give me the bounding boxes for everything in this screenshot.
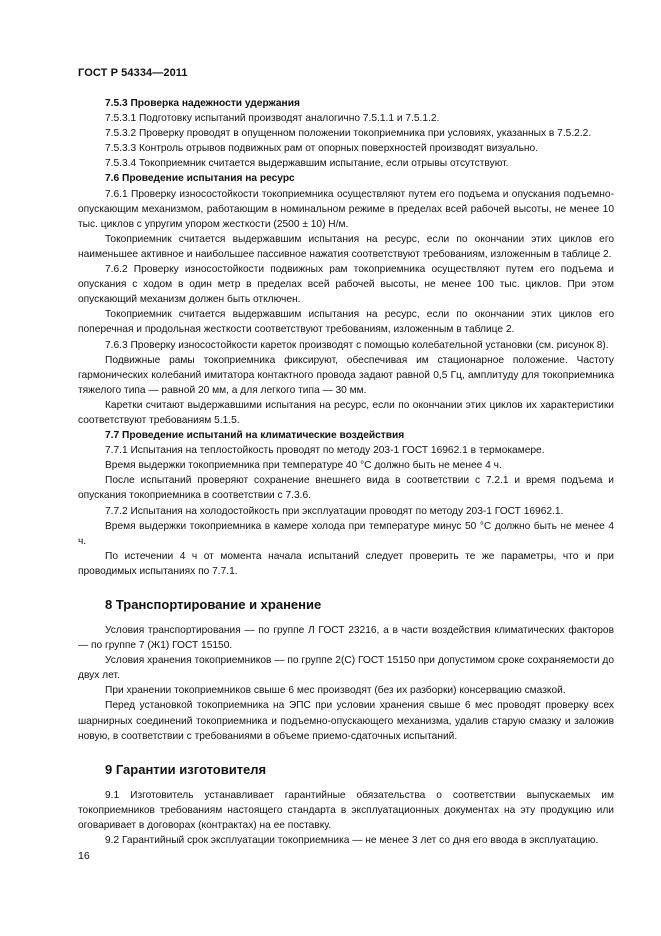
paragraph: Перед установкой токоприемника на ЭПС при условии хранения свыше 6 мес проводят проверку всех шарнирных соединений токоприемника и подъемно-опускающего механизма, удалив старую смазку и заложив новую, в соответствии с требованиями в объеме приемо-сдаточных испытаний. <box>78 700 614 742</box>
paragraph: 7.7.1 Испытания на теплостойкость проводят по методу 203-1 ГОСТ 16962.1 в термокамере. <box>105 445 545 457</box>
section-heading: 8 Транспортирование и хранение <box>105 597 322 612</box>
paragraph: Время выдержки токоприемника при температуре 40 °С должно быть не менее 4 ч. <box>105 460 502 472</box>
subsection-heading: 7.6 Проведение испытания на ресурс <box>105 173 295 185</box>
document-header: ГОСТ Р 54334—2011 <box>78 67 188 79</box>
paragraph: Токоприемник считается выдержавшим испытания на ресурс, если по окончании этих циклов его наименьшее активное и наибольшее пассивное нажатия соответствуют требованиям, изложенным в таблице 2. <box>78 233 614 260</box>
paragraph: 9.2 Гарантийный срок эксплуатации токоприемника — не менее 3 лет со дня его ввода в эксплуатацию. <box>105 835 599 847</box>
paragraph: 7.6.2 Проверку износостойкости подвижных рам токоприемника осуществляют путем его подъема и опускания с ходом в один метр в пределах всей рабочей высоты, не менее 100 тыс. циклов. При этом опускающий механизм должен быть отключен. <box>78 264 614 306</box>
paragraph: 9.1 Изготовитель устанавливает гарантийные обязательства о соответствии выпускаемых им токоприемников требованиям настоящего стандарта в эксплуатационных документах на эту продукцию или оговаривает в договорах (контрактах) на ее поставку. <box>78 789 614 831</box>
paragraph: При хранении токоприемников свыше 6 мес производят (без их разборки) консервацию смазкой. <box>105 685 566 697</box>
paragraph: 7.5.3.2 Проверку проводят в опущенном положении токоприемника при условиях, указанных в 7.5.2.2. <box>105 128 592 140</box>
subsection-heading: 7.5.3 Проверка надежности удержания <box>105 98 300 109</box>
paragraph: По истечении 4 ч от момента начала испытаний следует проверить те же параметры, что и при проводимых испытаниях по 7.7.1. <box>78 550 614 577</box>
paragraph: После испытаний проверяют сохранение внешнего вида в соответствии с 7.2.1 и время подъема и опускания токоприемника в соответствии с 7.3.6. <box>78 475 614 502</box>
section-heading: 9 Гарантии изготовителя <box>105 761 267 777</box>
paragraph: 7.5.3.3 Контроль отрывов подвижных рам от опорных поверхностей производят визуально. <box>105 143 539 155</box>
paragraph: 7.5.3.4 Токоприемник считается выдержавшим испытание, если отрывы отсутствуют. <box>105 158 509 170</box>
paragraph: Время выдержки токоприемника в камере холода при температуре минус 50 °С должно быть не менее 4 ч. <box>78 520 614 547</box>
paragraph: 7.5.3.1 Подготовку испытаний производят аналогично 7.5.1.1 и 7.5.1.2. <box>105 113 440 125</box>
page-number: 16 <box>78 850 90 862</box>
subsection-heading: 7.7 Проведение испытаний на климатические воздействия <box>105 430 405 442</box>
paragraph: Условия хранения токоприемников — по группе 2(С) ГОСТ 15150 при допустимом сроке сохраняемости до двух лет. <box>78 655 614 682</box>
paragraph: Подвижные рамы токоприемника фиксируют, обеспечивая им стационарное положение. Частоту гармонических колебаний имитатора контактного провода задают равной 0,5 Гц, амплитуду для токоприемника тяжелого типа — равной 20 мм, а для легкого типа — 30 мм. <box>78 354 614 396</box>
paragraph: Токоприемник считается выдержавшим испытания на ресурс, если по окончании этих циклов его поперечная и продольная жесткости соответствуют требованиям, изложенным в таблице 2. <box>78 309 614 336</box>
page-body <box>78 96 614 848</box>
paragraph: Каретки считают выдержавшими испытания на ресурс, если по окончании этих циклов их характеристики соответствуют требованиям 5.1.5. <box>78 399 614 426</box>
paragraph: 7.6.3 Проверку износостойкости кареток производят с помощью колебательной установки (см. рисунок 8). <box>105 339 609 351</box>
paragraph: 7.7.2 Испытания на холодостойкость при эксплуатации проводят по методу 203-1 ГОСТ 16962.1. <box>105 505 564 517</box>
paragraph: 7.6.1 Проверку износостойкости токоприемника осуществляют путем его подъема и опускания подъемно-опускающим механизмом, работающим в номинальном режиме в пределах всей рабочей высоты, не менее 10 тыс. циклов с упругим упором жесткости (2500 ± 10) Н/м. <box>78 188 614 230</box>
paragraph: Условия транспортирования — по группе Л ГОСТ 23216, а в части воздействия климатических факторов — по группе 7 (Ж1) ГОСТ 15150. <box>78 625 614 652</box>
